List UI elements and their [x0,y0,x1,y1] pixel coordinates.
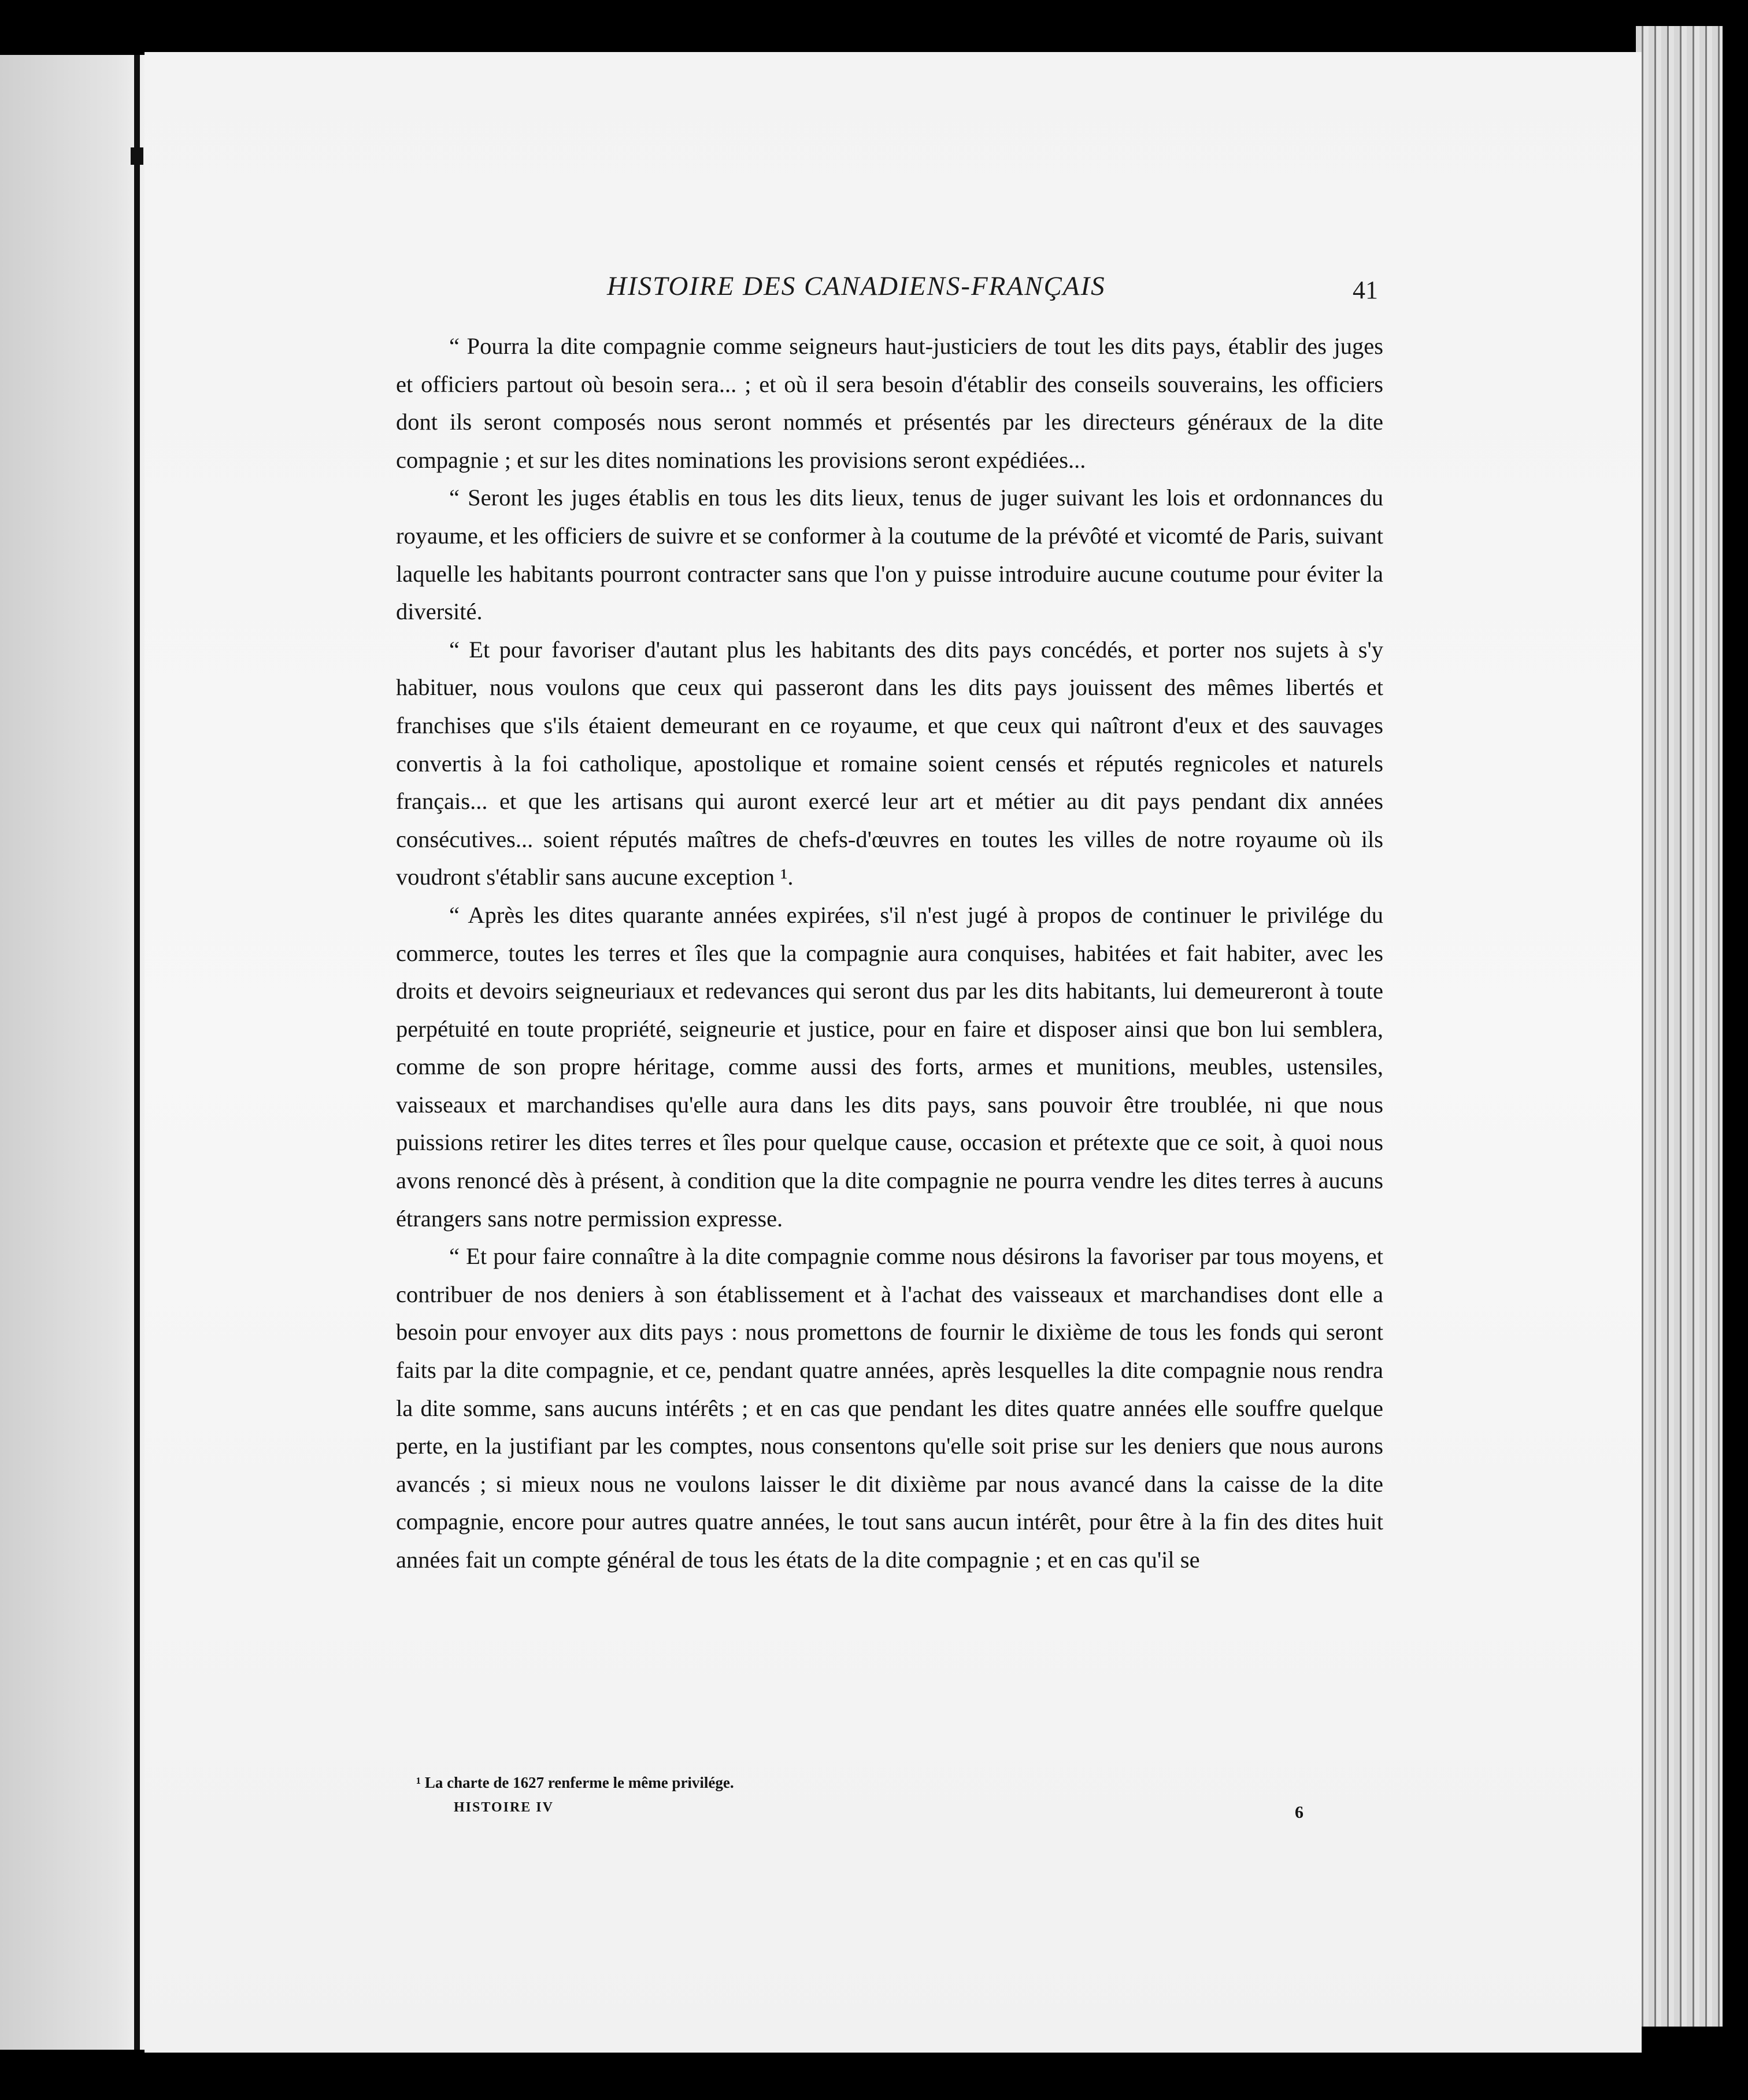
binding-clip-mark [131,147,143,165]
page-number: 41 [1353,276,1378,304]
body-text [396,327,1383,1579]
book-binding-line [134,55,140,2050]
paragraph: “ Et pour faire connaître à la dite compagnie comme nous désirons la favoriser par tous moyens, et contribuer de nos deniers à son établissement et à l'achat des vaisseaux et marchandises dont elle a besoin pour envoyer aux dits pays : nous promettons de fournir le dixième de tous les fonds qui seront faits par la dite compagnie, et ce, pendant quatre années, après lesquelles la dite compagnie nous rendra la dite somme, sans aucuns intérêts ; et en cas que pendant les dites quatre années elle souffre quelque perte, en la justifiant par les comptes, nous consentons qu'elle soit prise sur les deniers que nous aurons avancés ; si mieux nous ne voulons laisser le dit dixième par nous avancé dans la caisse de la dite compagnie, encore pour autres quatre années, le tout sans aucun intérêt, pour être à la fin des dites huit années fait un compte général de tous les états de la dite compagnie ; et en cas qu'il se [396,1243,1383,1573]
paragraph: “ Après les dites quarante années expirées, s'il n'est jugé à propos de continuer le privilége du commerce, toutes les terres et îles que la compagnie aura conquises, habitées et fait habiter, avec les droits et devoirs seigneuriaux et redevances qui seront dus par les dits habitants, lui demeureront à toute perpétuité en toute propriété, seigneurie et justice, pour en faire et disposer ainsi que bon lui semblera, comme de son propre héritage, comme aussi des forts, armes et munitions, meubles, ustensiles, vaisseaux et marchandises qu'elle aura dans les dits pays, sans pouvoir être troublée, ni que nous puissions retirer les dites terres et îles pour quelque cause, occasion et prétexte que ce soit, à quoi nous avons renoncé dès à présent, à condition que la dite compagnie ne pourra vendre les dites terres à aucuns étrangers sans notre permission expresse. [396,901,1383,1232]
paragraph: “ Et pour favoriser d'autant plus les habitants des dits pays concédés, et porter nos sujets à s'y habituer, nous voulons que ceux qui passeront dans les dits pays jouissent des mêmes libertés et franchises que s'ils étaient demeurant en ce royaume, et que ceux qui naîtront d'eux et des sauvages convertis à la foi catholique, apostolique et romaine soient censés et réputés regnicoles et naturels français... et que les artisans qui auront exercé leur art et métier au dit pays pendant dix années consécutives... soient réputés maîtres de chefs-d'œuvres en toutes les villes de notre royaume où ils voudront s'établir sans aucune exception ¹. [396,636,1383,890]
footnotes [416,1774,1341,1792]
page-stack-edges [1636,26,1723,2027]
paragraph: “ Seront les juges établis en tous les dits lieux, tenus de juger suivant les lois et ordonnances du royaume, et les officiers de suivre et se conformer à la coutume de la prévôté et vicomté de Paris, suivant laquelle les habitants pourront contracter sans que l'on y puisse introduire aucune coutume pour éviter la diversité. [396,485,1383,625]
signature-label: HISTOIRE IV [454,1800,554,1815]
signature-number: 6 [1295,1803,1303,1822]
left-page-edge [0,55,145,2050]
running-title: HISTOIRE DES CANADIENS-FRANÇAIS [607,271,1106,301]
footnote: ¹ La charte de 1627 renferme le même privilége. [416,1774,734,1791]
page-header [607,271,1378,311]
paragraph: “ Pourra la dite compagnie comme seigneurs haut-justiciers de tout les dits pays, établir des juges et officiers partout où besoin sera... ; et où il sera besoin d'établir des conseils souverains, les officiers dont ils seront composés nous seront nommés et présentés par les directeurs généraux de la dite compagnie ; et sur les dites nominations les provisions seront expédiées... [396,333,1383,473]
